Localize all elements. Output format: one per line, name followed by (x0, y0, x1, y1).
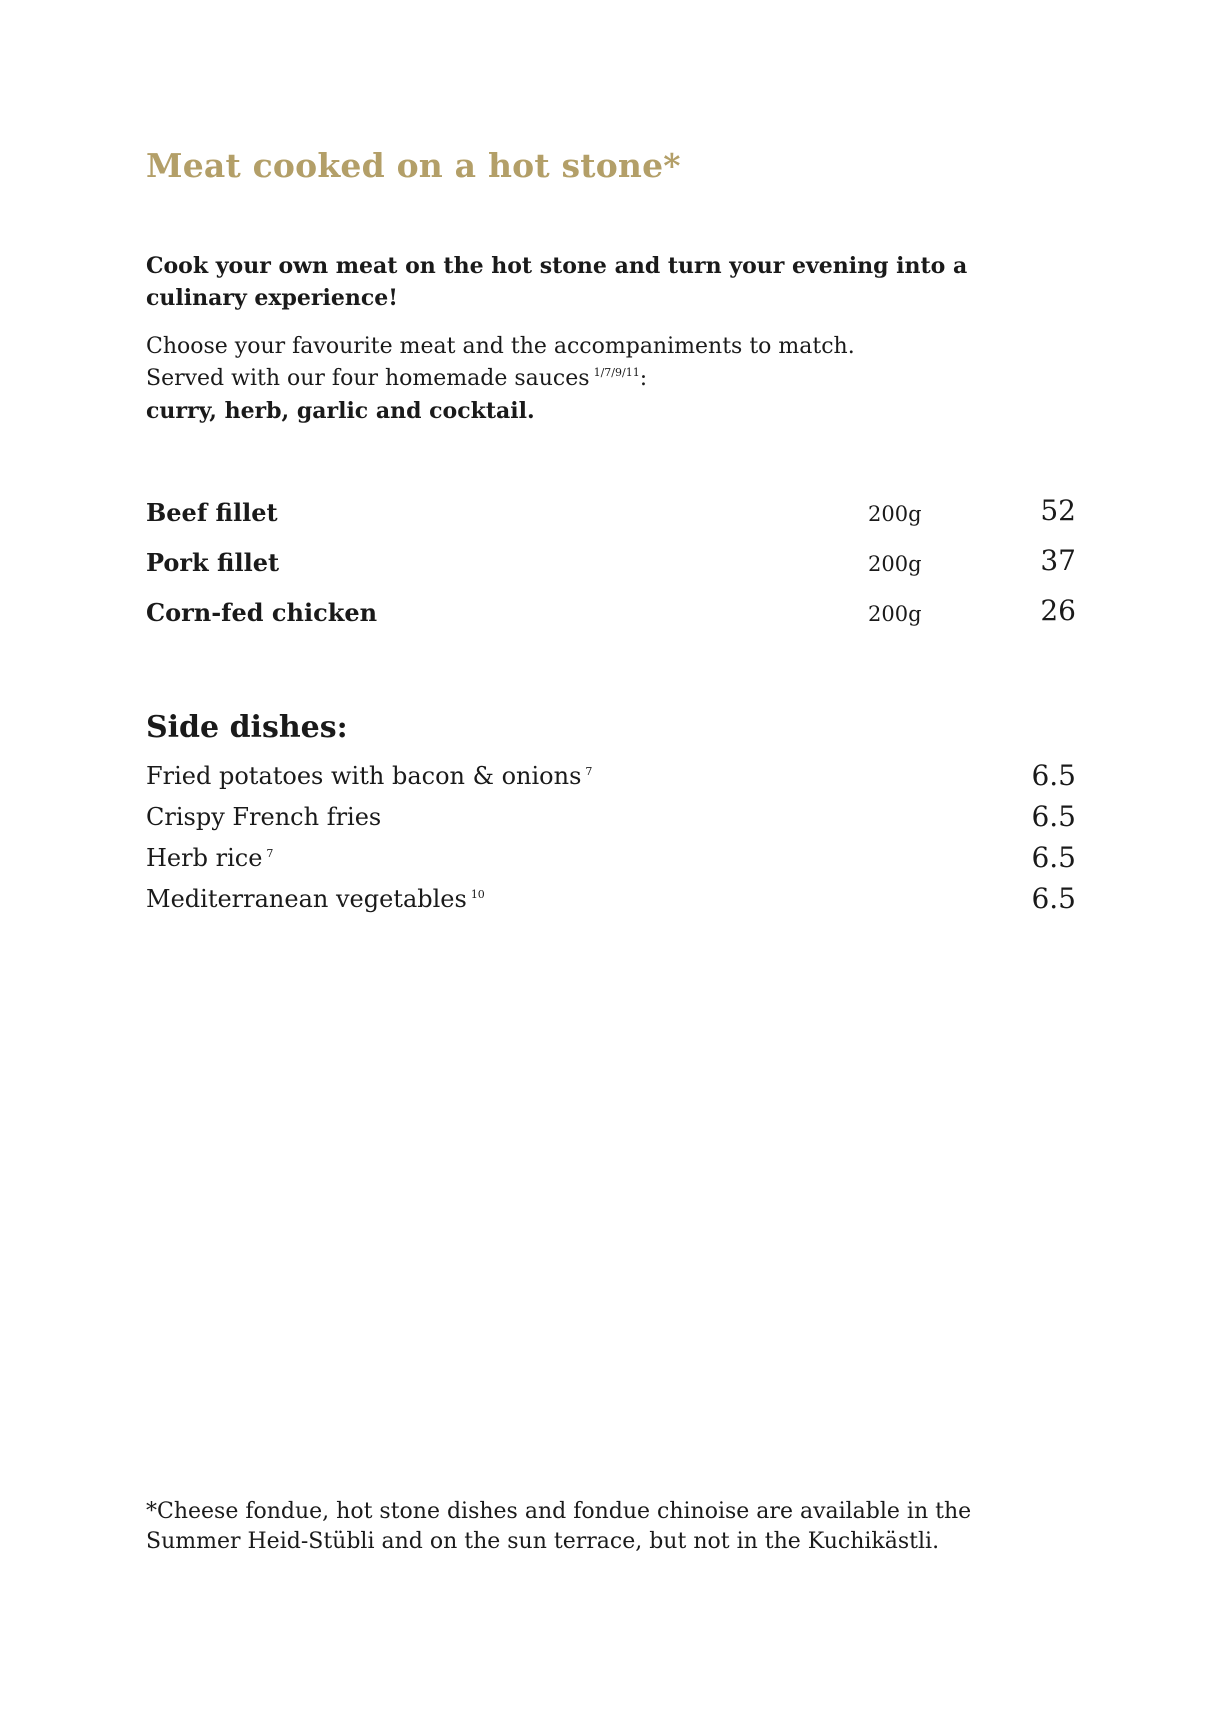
meat-price: 37 (1040, 544, 1076, 577)
side-dish-price: 6.5 (1031, 759, 1076, 792)
meat-list (146, 494, 1076, 648)
meat-weight: 200g (868, 552, 922, 576)
intro-lead: Cook your own meat on the hot stone and turn your evening into a culinary experience! (146, 253, 968, 311)
sauce-allergens: 1/7/9/11 (593, 366, 640, 379)
list-item (146, 494, 1076, 548)
page-title: Meat cooked on a hot stone* (146, 146, 681, 185)
side-dishes-heading: Side dishes: (146, 710, 348, 745)
list-item (146, 544, 1076, 598)
list-item (146, 800, 1076, 844)
side-dish-name (146, 762, 592, 790)
list-item (146, 841, 1076, 885)
side-dish-price: 6.5 (1031, 841, 1076, 874)
side-dish-name (146, 885, 485, 913)
availability-footnote: *Cheese fondue, hot stone dishes and fondue chinoise are available in the Summer Heid-Stübli and on the sun terrace, but not in the Kuchikästli. (146, 1499, 972, 1554)
side-dish-allergens: 7 (266, 847, 274, 860)
side-dish-allergens: 7 (585, 765, 593, 778)
meat-name: Beef fillet (146, 498, 278, 527)
intro-line-2-suffix: : (639, 366, 648, 391)
intro-line-1: Choose your favourite meat and the accompaniments to match. (146, 334, 855, 359)
side-dish-label: Herb rice (146, 844, 263, 872)
sauce-list: curry, herb, garlic and cocktail. (146, 398, 535, 424)
side-dish-label: Fried potatoes with bacon & onions (146, 762, 582, 790)
side-dish-label: Crispy French fries (146, 803, 382, 831)
side-dish-label: Mediterranean vegetables (146, 885, 467, 913)
meat-weight: 200g (868, 502, 922, 526)
side-dish-price: 6.5 (1031, 800, 1076, 833)
intro-body (146, 331, 1006, 428)
meat-price: 26 (1040, 594, 1076, 627)
meat-price: 52 (1040, 494, 1076, 527)
meat-name: Pork fillet (146, 548, 280, 577)
list-item (146, 759, 1076, 803)
side-dish-name (146, 803, 381, 831)
list-item (146, 882, 1076, 926)
meat-name: Corn-fed chicken (146, 598, 378, 627)
intro-line-2: Served with our four homemade sauces (146, 366, 590, 391)
side-dish-list (146, 759, 1076, 926)
meat-weight: 200g (868, 602, 922, 626)
menu-page (146, 0, 1076, 1728)
side-dish-price: 6.5 (1031, 882, 1076, 915)
list-item (146, 594, 1076, 648)
side-dish-allergens: 10 (470, 888, 485, 901)
side-dish-name (146, 844, 273, 872)
